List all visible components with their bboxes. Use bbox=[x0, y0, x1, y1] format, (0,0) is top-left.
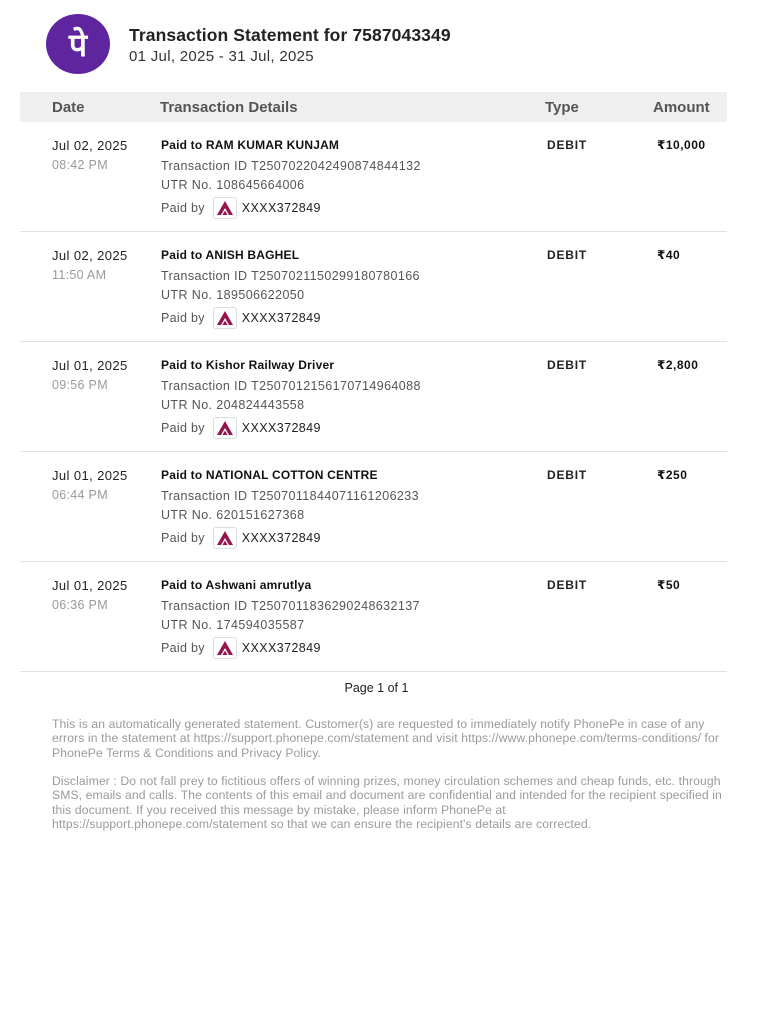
svg-text:पे: पे bbox=[68, 26, 88, 64]
transaction-amount: ₹250 bbox=[657, 468, 688, 482]
payee-name: Paid to Ashwani amrutlya bbox=[161, 578, 312, 592]
paid-by-label: Paid by bbox=[161, 421, 205, 435]
utr-number: UTR No. 189506622050 bbox=[161, 288, 305, 302]
transaction-date: Jul 01, 2025 bbox=[52, 468, 128, 483]
statement-notice: This is an automatically generated statement. Customer(s) are requested to immediately notify PhonePe in case of any errors in the statement at https://support.phonepe.com/statement and visit https://www.phonepe.com/terms-conditions/ for PhonePe Terms & Conditions and Privacy Policy. bbox=[52, 717, 720, 760]
transaction-id: Transaction ID T2507011836290248632137 bbox=[161, 599, 420, 613]
date-range: 01 Jul, 2025 - 31 Jul, 2025 bbox=[129, 47, 314, 65]
column-header-type: Type bbox=[545, 99, 579, 116]
transaction-date: Jul 01, 2025 bbox=[52, 578, 128, 593]
utr-number: UTR No. 174594035587 bbox=[161, 618, 305, 632]
paid-by-label: Paid by bbox=[161, 641, 205, 655]
transaction-date: Jul 01, 2025 bbox=[52, 358, 128, 373]
column-header-date: Date bbox=[52, 99, 85, 116]
payee-name: Paid to ANISH BAGHEL bbox=[161, 248, 300, 262]
transaction-date: Jul 02, 2025 bbox=[52, 138, 128, 153]
transaction-id: Transaction ID T2507022042490874844132 bbox=[161, 159, 421, 173]
transaction-date: Jul 02, 2025 bbox=[52, 248, 128, 263]
account-number: XXXX372849 bbox=[241, 641, 321, 655]
transaction-type: DEBIT bbox=[547, 578, 587, 592]
account-number: XXXX372849 bbox=[241, 311, 321, 325]
transaction-time: 09:56 PM bbox=[52, 378, 108, 392]
transaction-amount: ₹40 bbox=[657, 248, 681, 262]
transaction-list bbox=[20, 122, 727, 672]
paid-by-label: Paid by bbox=[161, 201, 205, 215]
payee-name: Paid to Kishor Railway Driver bbox=[161, 358, 335, 372]
axis-bank-icon bbox=[213, 417, 237, 439]
account-number: XXXX372849 bbox=[241, 421, 321, 435]
utr-number: UTR No. 108645664006 bbox=[161, 178, 305, 192]
transaction-type: DEBIT bbox=[547, 138, 587, 152]
phonepe-logo-glyph bbox=[46, 14, 110, 74]
column-header-details: Transaction Details bbox=[160, 99, 298, 116]
account-number: XXXX372849 bbox=[241, 531, 321, 545]
paid-by bbox=[161, 307, 321, 329]
paid-by bbox=[161, 637, 321, 659]
transaction-time: 06:36 PM bbox=[52, 598, 108, 612]
transaction-row bbox=[20, 452, 727, 562]
transaction-row bbox=[20, 562, 727, 672]
payee-name: Paid to RAM KUMAR KUNJAM bbox=[161, 138, 340, 152]
transaction-time: 06:44 PM bbox=[52, 488, 108, 502]
transaction-id: Transaction ID T2507012156170714964088 bbox=[161, 379, 421, 393]
utr-number: UTR No. 204824443558 bbox=[161, 398, 305, 412]
transaction-time: 11:50 AM bbox=[52, 268, 107, 282]
transaction-type: DEBIT bbox=[547, 358, 587, 372]
axis-bank-icon bbox=[213, 637, 237, 659]
table-header bbox=[20, 92, 727, 122]
paid-by-label: Paid by bbox=[161, 531, 205, 545]
paid-by-label: Paid by bbox=[161, 311, 205, 325]
transaction-time: 08:42 PM bbox=[52, 158, 108, 172]
axis-bank-icon bbox=[213, 527, 237, 549]
column-header-amount: Amount bbox=[653, 99, 710, 116]
transaction-type: DEBIT bbox=[547, 248, 587, 262]
transaction-row bbox=[20, 122, 727, 232]
transaction-id: Transaction ID T2507011844071161206233 bbox=[161, 489, 419, 503]
transaction-amount: ₹50 bbox=[657, 578, 681, 592]
title-block bbox=[129, 24, 451, 67]
utr-number: UTR No. 620151627368 bbox=[161, 508, 305, 522]
transaction-amount: ₹2,800 bbox=[657, 358, 699, 372]
transaction-amount: ₹10,000 bbox=[657, 138, 706, 152]
disclaimer: Disclaimer : Do not fall prey to fictitious offers of winning prizes, money circulation schemes and cheap funds, etc. through SMS, emails and calls. The contents of this email and document are confidential and intended for the recipient specified in this document. If you received this message by mistake, please inform PhonePe at https://support.phonepe.com/statement so that we can ensure the recipient's details are corrected. bbox=[52, 774, 722, 832]
transaction-id: Transaction ID T2507021150299180780166 bbox=[161, 269, 420, 283]
axis-bank-icon bbox=[213, 307, 237, 329]
axis-bank-icon bbox=[213, 197, 237, 219]
payee-name: Paid to NATIONAL COTTON CENTRE bbox=[161, 468, 378, 482]
page-number: Page 1 of 1 bbox=[344, 681, 409, 695]
paid-by bbox=[161, 527, 321, 549]
paid-by bbox=[161, 417, 321, 439]
phonepe-logo bbox=[46, 14, 110, 74]
transaction-row bbox=[20, 232, 727, 342]
account-number: XXXX372849 bbox=[241, 201, 321, 215]
transaction-type: DEBIT bbox=[547, 468, 587, 482]
statement-title: Transaction Statement for 7587043349 bbox=[129, 24, 451, 45]
paid-by bbox=[161, 197, 321, 219]
statement-header bbox=[46, 14, 451, 74]
transaction-row bbox=[20, 342, 727, 452]
